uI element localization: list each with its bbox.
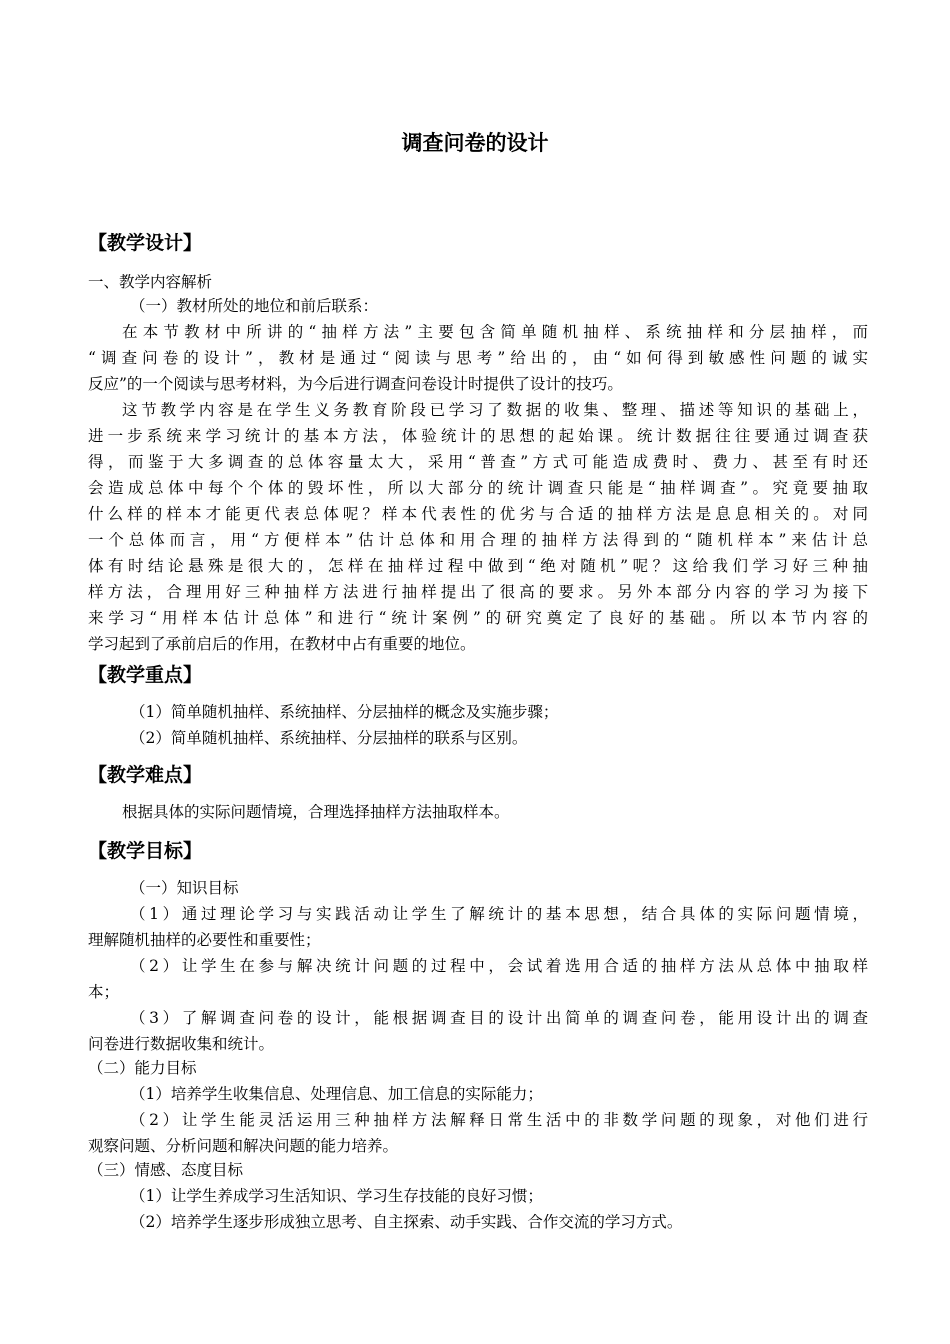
knowledge-goal-line: 本； (88, 983, 120, 1001)
paragraph-2-line: 样方法，合理用好三种抽样方法进行抽样提出了很高的要求。另外本部分内容的学习为接下 (88, 583, 868, 601)
difficult-point-text: 根据具体的实际问题情境，合理选择抽样方法抽取样本。 (122, 803, 510, 821)
knowledge-goal-line: 理解随机抽样的必要性和重要性； (88, 931, 321, 949)
goal-subheading-emotion: （三）情感、态度目标 (88, 1161, 244, 1179)
paragraph-2-line: 体有时结论悬殊是很大的，怎样在抽样过程中做到“绝对随机”呢？这给我们学习好三种抽 (88, 557, 868, 575)
emotion-goal-line: （1）让学生养成学习生活知识、学习生存技能的良好习惯； (130, 1187, 543, 1205)
heading-key-points: 【教学重点】 (88, 664, 203, 686)
paragraph-2-line: 学习起到了承前启后的作用，在教材中占有重要的地位。 (88, 635, 476, 653)
knowledge-goal-line: （2）让学生在参与解决统计问题的过程中，会试着选用合适的抽样方法从总体中抽取样 (130, 957, 868, 975)
paragraph-2-line: 一个总体而言，用“方便样本”估计总体和用合理的抽样方法得到的“随机样本”来估计总 (88, 531, 868, 549)
goal-subheading-ability: （二）能力目标 (88, 1059, 197, 1077)
paragraph-2-line: 得，而鉴于大多调查的总体容量太大，采用“普查”方式可能造成费时、费力、甚至有时还 (88, 453, 868, 471)
paragraph-2-line: 来学习“用样本估计总体”和进行“统计案例”的研究奠定了良好的基础。所以本节内容的 (88, 609, 868, 627)
page-title: 调查问卷的设计 (401, 131, 549, 155)
knowledge-goal-line: 问卷进行数据收集和统计。 (88, 1035, 275, 1053)
paragraph-2-line: 进一步系统来学习统计的基本方法，体验统计的思想的起始课。统计数据往往要通过调查获 (88, 427, 868, 445)
key-point-item: （1）简单随机抽样、系统抽样、分层抽样的概念及实施步骤； (130, 703, 559, 721)
emotion-goal-line: （2）培养学生逐步形成独立思考、自主探索、动手实践、合作交流的学习方式。 (130, 1213, 683, 1231)
key-point-item: （2）简单随机抽样、系统抽样、分层抽样的联系与区别。 (130, 729, 528, 747)
goal-subheading-knowledge: （一）知识目标 (130, 879, 239, 897)
paragraph-1-line: “调查问卷的设计”，教材是通过“阅读与思考”给出的，由“如何得到敏感性问题的诚实 (88, 349, 868, 367)
heading-teaching-design: 【教学设计】 (88, 232, 203, 254)
paragraph-1-line: 在本节教材中所讲的“抽样方法”主要包含简单随机抽样、系统抽样和分层抽样，而 (122, 323, 868, 341)
subheading-textbook-position: （一）教材所处的地位和前后联系： (130, 297, 379, 315)
knowledge-goal-line: （1）通过理论学习与实践活动让学生了解统计的基本思想，结合具体的实际问题情境， (130, 905, 868, 923)
subheading-content-analysis: 一、教学内容解析 (88, 273, 213, 291)
knowledge-goal-line: （3）了解调查问卷的设计，能根据调查目的设计出简单的调查问卷，能用设计出的调查 (130, 1009, 868, 1027)
paragraph-2-line: 什么样的样本才能更代表总体呢？样本代表性的优劣与合适的抽样方法是息息相关的。对同 (88, 505, 868, 523)
paragraph-2-line: 会造成总体中每个个体的毁坏性，所以大部分的统计调查只能是“抽样调查”。究竟要抽取 (88, 479, 868, 497)
ability-goal-line: （1）培养学生收集信息、处理信息、加工信息的实际能力； (130, 1085, 543, 1103)
paragraph-1-line: 反应”的一个阅读与思考材料，为今后进行调查问卷设计时提供了设计的技巧。 (88, 375, 623, 393)
ability-goal-line: 观察问题、分析问题和解决问题的能力培养。 (88, 1137, 399, 1155)
heading-difficult-points: 【教学难点】 (88, 764, 203, 786)
paragraph-2-line: 这节教学内容是在学生义务教育阶段已学习了数据的收集、整理、描述等知识的基础上， (122, 401, 868, 419)
ability-goal-line: （2）让学生能灵活运用三种抽样方法解释日常生活中的非数学问题的现象，对他们进行 (130, 1111, 868, 1129)
heading-teaching-goals: 【教学目标】 (88, 840, 203, 862)
